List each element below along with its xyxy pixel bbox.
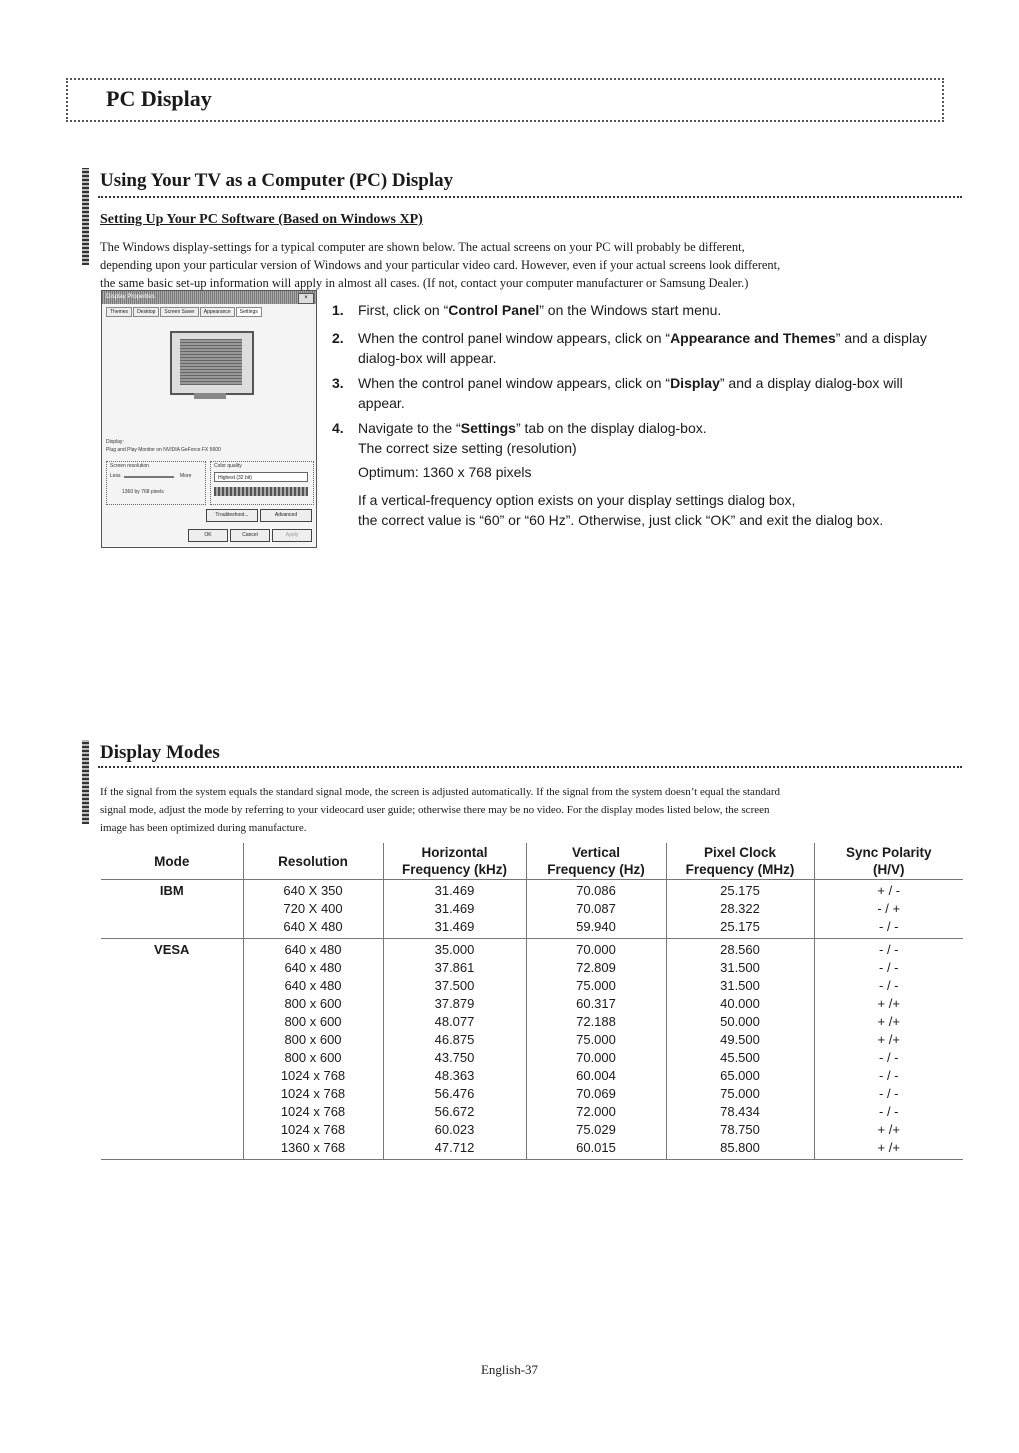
intro-line: the same basic set-up information will apply in almost all cases. (If not, contact your computer manufacturer or Samsung Dealer.) (100, 276, 749, 290)
page-header-box (66, 78, 944, 122)
horizontal-frequency-cell (383, 880, 526, 939)
table-value: 1024 x 768 (280, 1086, 346, 1101)
table-value: 50.000 (720, 1014, 760, 1029)
table-value: 49.500 (720, 1032, 760, 1047)
table-value: - / - (879, 919, 899, 934)
display-value: Plug and Play Monitor on NVIDIA GeForce FX 5600 (106, 447, 221, 453)
less-label: Less (110, 473, 121, 479)
mode-cell: VESA (101, 939, 243, 1160)
header-mode: Mode (101, 843, 243, 880)
table-value: 37.879 (434, 996, 475, 1011)
table-value: 37.861 (434, 960, 475, 975)
intro-line: The Windows display-settings for a typical computer are shown below. The actual screens on your PC will probably be different, (100, 240, 745, 254)
header-pixel-clock: Pixel Clock Frequency (MHz) (666, 843, 814, 880)
dialog-tabs (106, 307, 263, 317)
table-value: 75.000 (576, 978, 616, 993)
table-value: 60.015 (576, 1140, 616, 1155)
intro-line: If the signal from the system equals the standard signal mode, the screen is adjusted automatically. If the signal from the system doesn’t equal the standard (100, 786, 780, 798)
page-header: PC Display (106, 86, 212, 111)
table-value: 25.175 (720, 919, 760, 934)
table-value: 800 x 600 (284, 1032, 342, 1047)
table-value: 1024 x 768 (280, 1104, 346, 1119)
table-value: 72.188 (576, 1014, 616, 1029)
step-text: ” and a display dialog-box will appear. (358, 330, 927, 366)
resolution-label: Screen resolution (110, 463, 149, 469)
table-value: 60.004 (576, 1068, 616, 1083)
pixel-clock-cell (666, 880, 814, 939)
sync-polarity-cell (814, 880, 963, 939)
table-value: 1024 x 768 (280, 1068, 346, 1083)
table-row (101, 939, 963, 1160)
table-value: + /+ (877, 1032, 900, 1047)
table-value: 46.875 (434, 1032, 475, 1047)
header-resolution: Resolution (243, 843, 383, 880)
table-value: - / - (879, 1104, 899, 1119)
horizontal-frequency-cell (383, 939, 526, 1160)
sync-polarity-cell (814, 939, 963, 1160)
table-value: 78.750 (720, 1122, 760, 1137)
step-number: 4. (332, 420, 344, 436)
table-value: 70.087 (576, 901, 616, 916)
table-value: 31.500 (720, 960, 760, 975)
table-value: + /+ (877, 996, 900, 1011)
step-text: ” and a display dialog-box will appear. (358, 375, 903, 411)
intro-line: image has been optimized during manufacture. (100, 822, 307, 834)
table-value: 35.000 (434, 942, 475, 957)
table-value: 800 x 600 (284, 1050, 342, 1065)
ok-button[interactable]: OK (188, 529, 228, 542)
table-value: 75.000 (720, 1086, 760, 1101)
step-keyword: Control Panel (448, 302, 540, 318)
page-footer: English-37 (480, 1362, 539, 1377)
color-label: Color quality (214, 463, 242, 469)
header-sync-polarity: Sync Polarity (H/V) (814, 843, 963, 880)
table-value: - / + (877, 901, 901, 916)
step-1 (332, 300, 942, 320)
step-keyword: Settings (460, 420, 516, 436)
table-value: 31.469 (434, 919, 475, 934)
table-value: + /+ (877, 1014, 900, 1029)
table-value: + / - (877, 883, 901, 898)
mode-cell: IBM (101, 880, 243, 939)
step-3 (332, 373, 942, 413)
table-value: 800 x 600 (284, 996, 342, 1011)
tab-themes[interactable]: Themes (106, 307, 132, 317)
step-number: 1. (332, 302, 344, 318)
frequency-note: If a vertical-frequency option exists on your display settings dialog box, (358, 492, 796, 508)
display-modes-table (101, 843, 963, 1160)
troubleshoot-button[interactable]: Troubleshoot... (206, 509, 258, 522)
intro-paragraph (100, 238, 960, 292)
resolution-value: 1360 by 768 pixels (122, 489, 164, 495)
table-value: 31.469 (434, 901, 475, 916)
header-horizontal-frequency: Horizontal Frequency (kHz) (383, 843, 526, 880)
display-label: Display: (106, 439, 124, 445)
table-row (101, 880, 963, 939)
table-header-row (101, 843, 963, 880)
vertical-frequency-cell (526, 880, 666, 939)
table-value: 72.809 (576, 960, 616, 975)
table-value: 85.800 (720, 1140, 760, 1155)
step-2 (332, 328, 942, 368)
color-bar (214, 487, 308, 496)
subsection-title: Setting Up Your PC Software (Based on Windows XP) (100, 212, 423, 227)
table-value: 43.750 (434, 1050, 475, 1065)
monitor-stand (194, 393, 226, 399)
table-value: 65.000 (720, 1068, 760, 1083)
table-value: - / - (879, 1068, 899, 1083)
table-value: 720 X 400 (283, 901, 343, 916)
step-text: When the control panel window appears, click on “ (358, 330, 671, 346)
step-text: First, click on “ (358, 302, 449, 318)
table-value: 800 x 600 (284, 1014, 342, 1029)
table-value: 56.476 (434, 1086, 475, 1101)
table-value: 70.000 (576, 942, 616, 957)
more-label: More (180, 473, 192, 479)
tab-appearance[interactable]: Appearance (200, 307, 235, 317)
tab-desktop[interactable]: Desktop (133, 307, 159, 317)
step-text: ” tab on the display dialog-box. (515, 420, 707, 436)
table-value: 640 x 480 (284, 978, 342, 993)
resolution-note: The correct size setting (resolution) (358, 440, 577, 456)
table-value: - / - (879, 978, 899, 993)
table-value: 31.500 (720, 978, 760, 993)
table-value: 47.712 (434, 1140, 475, 1155)
display-properties-dialog (101, 290, 317, 548)
step-text: ” on the Windows start menu. (539, 302, 722, 318)
section-title: Using Your TV as a Computer (PC) Display (100, 170, 454, 191)
resolution-cell (243, 880, 383, 939)
header-vertical-frequency: Vertical Frequency (Hz) (526, 843, 666, 880)
optimum-resolution: Optimum: 1360 x 768 pixels (358, 464, 532, 480)
step-keyword: Appearance and Themes (670, 330, 836, 346)
table-value: 28.322 (720, 901, 760, 916)
dialog-title-bar: Display Properties (102, 291, 316, 304)
table-value: - / - (879, 960, 899, 975)
step-4 (332, 418, 942, 530)
section-rule (98, 766, 962, 768)
intro-line: depending upon your particular version of Windows and your particular video card. However, even if your actual screens look different, (100, 258, 781, 272)
tab-settings[interactable]: Settings (236, 307, 262, 317)
section-marker-bar (82, 168, 89, 265)
table-value: 640 X 350 (283, 883, 343, 898)
table-value: 640 x 480 (284, 960, 342, 975)
display-modes-intro (100, 783, 960, 837)
table-value: - / - (879, 942, 899, 957)
apply-button[interactable]: Apply (272, 529, 312, 542)
table-value: 640 x 480 (284, 942, 342, 957)
table-value: 56.672 (434, 1104, 475, 1119)
table-value: 40.000 (720, 996, 760, 1011)
table-value: 59.940 (576, 919, 616, 934)
monitor-icon (170, 331, 254, 395)
table-value: 1360 x 768 (280, 1140, 346, 1155)
table-value: 48.363 (434, 1068, 475, 1083)
color-select[interactable]: Highest (32 bit) (214, 472, 308, 482)
pixel-clock-cell (666, 939, 814, 1160)
close-icon[interactable]: × (298, 293, 314, 304)
table-value: 75.000 (576, 1032, 616, 1047)
frequency-note: the correct value is “60” or “60 Hz”. Otherwise, just click “OK” and exit the dialog box. (358, 512, 884, 528)
table-value: + /+ (877, 1140, 900, 1155)
table-value: 78.434 (720, 1104, 760, 1119)
section-marker-bar (82, 740, 89, 824)
table-value: 70.086 (576, 883, 616, 898)
resolution-cell (243, 939, 383, 1160)
table-value: 60.023 (434, 1122, 475, 1137)
resolution-slider[interactable] (124, 476, 174, 478)
table-value: 28.560 (720, 942, 760, 957)
step-text: When the control panel window appears, click on “ (358, 375, 671, 391)
table-value: 37.500 (434, 978, 475, 993)
tab-screen-saver[interactable]: Screen Saver (160, 307, 198, 317)
vertical-frequency-cell (526, 939, 666, 1160)
section-title: Display Modes (100, 742, 220, 763)
table-value: 25.175 (720, 883, 760, 898)
step-number: 2. (332, 330, 344, 346)
intro-line: signal mode, adjust the mode by referring to your videocard user guide; otherwise there may be no video. For the display modes listed below, the screen (100, 804, 770, 816)
table-value: - / - (879, 1050, 899, 1065)
table-value: 640 X 480 (283, 919, 343, 934)
table-value: 72.000 (576, 1104, 616, 1119)
table-value: 45.500 (720, 1050, 760, 1065)
step-keyword: Display (670, 375, 720, 391)
table-value: 48.077 (434, 1014, 475, 1029)
table-value: 31.469 (434, 883, 475, 898)
table-value: 70.000 (576, 1050, 616, 1065)
advanced-button[interactable]: Advanced (260, 509, 312, 522)
table-value: 1024 x 768 (280, 1122, 346, 1137)
cancel-button[interactable]: Cancel (230, 529, 270, 542)
table-value: 60.317 (576, 996, 616, 1011)
step-number: 3. (332, 375, 344, 391)
step-text: Navigate to the “ (358, 420, 461, 436)
table-value: 75.029 (576, 1122, 616, 1137)
section-rule (98, 196, 962, 198)
table-value: - / - (879, 1086, 899, 1101)
table-value: 70.069 (576, 1086, 616, 1101)
table-value: + /+ (877, 1122, 900, 1137)
